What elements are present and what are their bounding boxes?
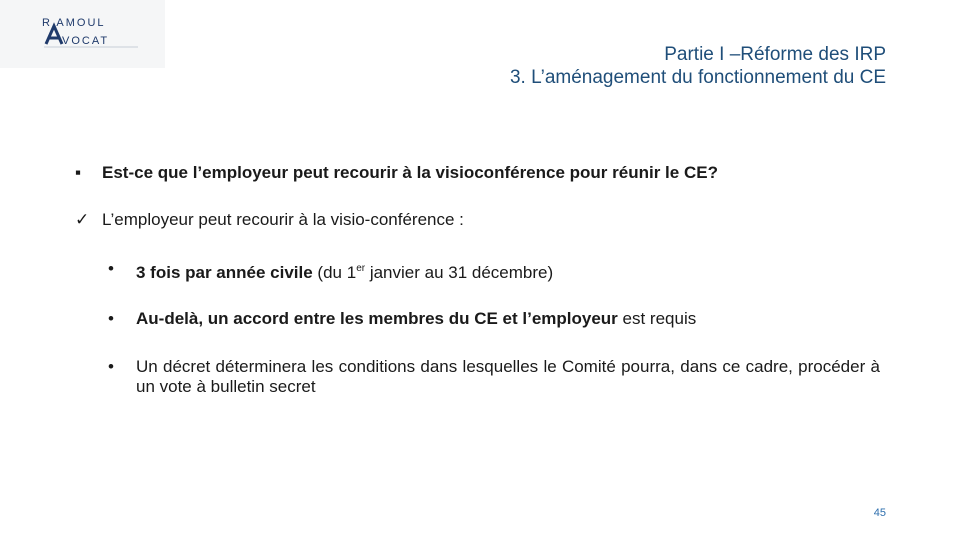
item-text-end: est requis	[617, 309, 697, 328]
list-item	[108, 259, 880, 283]
title-line-1: Partie I –Réforme des IRP	[664, 44, 886, 65]
page-number: 45	[873, 507, 886, 519]
ordinal-superscript: er	[356, 263, 366, 274]
logo-panel	[0, 0, 165, 68]
item-bold-text: 3 fois par année civile	[136, 263, 313, 282]
svg-text:R AMOUL: R AMOUL	[42, 17, 106, 29]
bullet-icon: •	[108, 259, 114, 278]
item-bold-text: Au-delà, un accord entre les membres du CE et l’employeur	[136, 309, 618, 328]
list-item	[108, 357, 880, 397]
slide-title	[510, 43, 886, 89]
square-bullet-icon: ▪	[75, 163, 82, 182]
item-text-end: janvier au 31 décembre)	[365, 263, 554, 282]
list-item	[108, 309, 880, 329]
answer-bullet	[75, 210, 464, 230]
question-text: Est-ce que l’employeur peut recourir à la visioconférence pour réunir le CE?	[102, 163, 718, 182]
ramoul-avocat-logo	[40, 12, 150, 48]
item-text: (du 1	[312, 263, 357, 282]
question-bullet	[75, 163, 718, 183]
title-line-2: 3. L’aménagement du fonctionnement du CE	[509, 67, 886, 88]
answer-text: L’employeur peut recourir à la visio-conférence :	[102, 210, 464, 229]
svg-text:VOCAT: VOCAT	[62, 35, 110, 47]
item-text: Un décret déterminera les conditions dans lesquelles le Comité pourra, dans ce cadre, procéder à un vote à bulletin secret	[136, 357, 880, 396]
checkmark-icon: ✓	[75, 210, 90, 229]
bullet-icon: •	[108, 309, 114, 328]
bullet-icon: •	[108, 357, 114, 376]
